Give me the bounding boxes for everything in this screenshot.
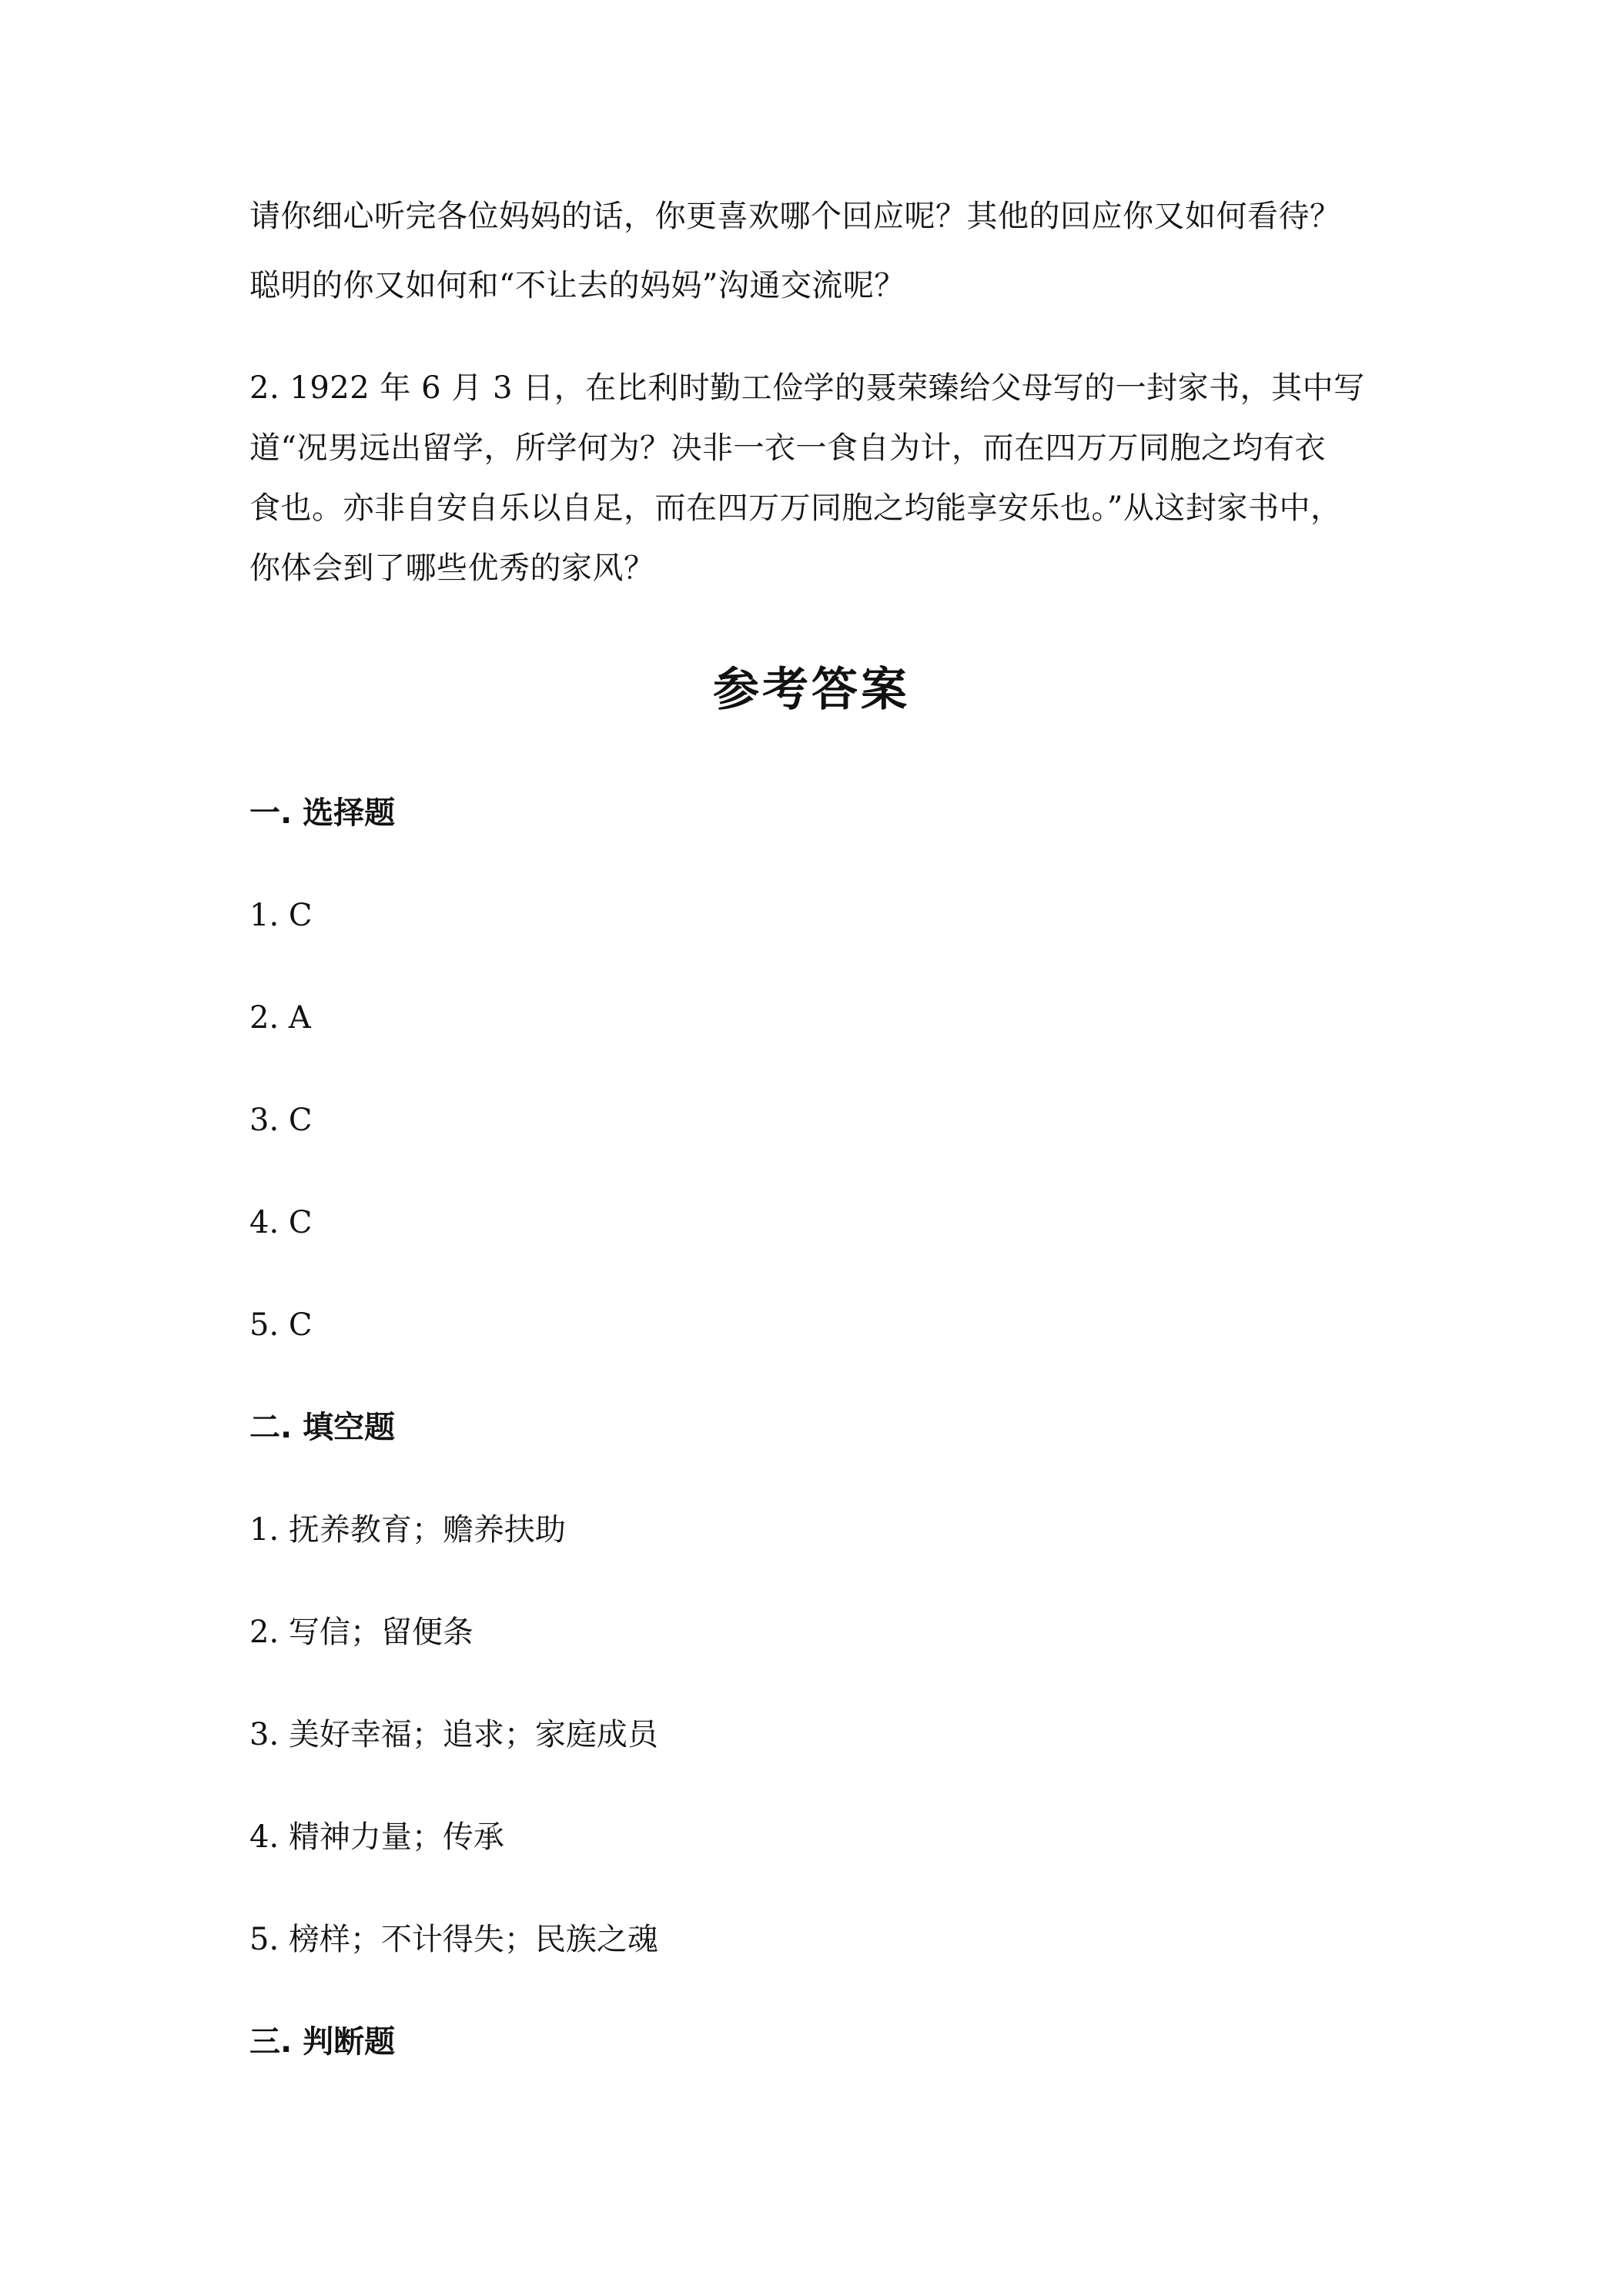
question-2-line-4: 你体会到了哪些优秀的家风？ — [249, 551, 655, 586]
answer-item: 4. C — [249, 1205, 313, 1240]
answer-item: 5. 榜样；不计得失；民族之魂 — [249, 1922, 658, 1957]
question-1-line-1: 请你细心听完各位妈妈的话，你更喜欢哪个回应呢？其他的回应你又如何看待？ — [249, 199, 1341, 234]
question-2-line-1: 2. 1922 年 6 月 3 日，在比利时勤工俭学的聂荣臻给父母写的一封家书，其中写 — [249, 370, 1365, 406]
section-heading-choice: 一. 选择题 — [249, 795, 396, 831]
answer-item: 2. A — [249, 1000, 311, 1036]
answer-item: 3. C — [249, 1103, 313, 1138]
section-heading-fill: 二. 填空题 — [249, 1410, 396, 1445]
answer-item: 4. 精神力量；传承 — [249, 1819, 504, 1855]
answer-item: 3. 美好幸福；追求；家庭成员 — [249, 1717, 658, 1752]
question-2-line-3: 食也。亦非自安自乐以自足，而在四万万同胞之均能享安乐也。”从这封家书中， — [249, 490, 1342, 526]
question-2-line-2: 道“况男远出留学，所学何为？决非一衣一食自为计，而在四万万同胞之均有衣 — [249, 430, 1326, 466]
section-heading-judge: 三. 判断题 — [249, 2024, 396, 2060]
answer-title: 参考答案 — [713, 663, 910, 717]
answer-item: 1. 抚养教育；赡养扶助 — [249, 1512, 566, 1548]
answer-item: 1. C — [249, 898, 313, 933]
question-1-line-2: 聪明的你又如何和“不让去的妈妈”沟通交流呢？ — [249, 268, 905, 303]
answer-item: 5. C — [249, 1307, 313, 1343]
answer-item: 2. 写信；留便条 — [249, 1615, 474, 1650]
